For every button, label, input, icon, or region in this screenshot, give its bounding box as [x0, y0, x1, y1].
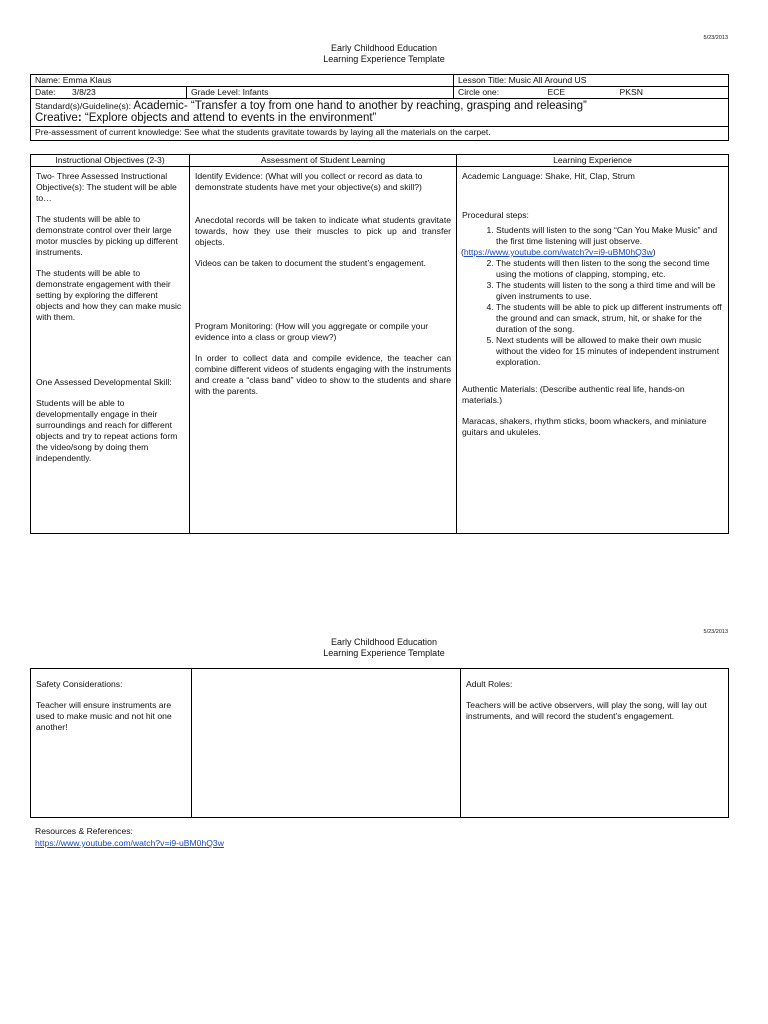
authentic-materials: Maracas, shakers, rhythm sticks, boom whackers, and miniature guitars and ukuleles. — [462, 416, 707, 437]
developmental-skill: Students will be able to developmentally engage in their surroundings and reach for different objects and try to repeat actions form the video/song by doing them independently. — [36, 398, 178, 463]
procedural-step-2: 2. The students will then listen to the song the second time using the motions of clapping, stomping, etc. — [496, 258, 723, 280]
procedural-step-1: 1. Students will listen to the song “Can You Make Music” and the first time listening will just observe. — [496, 225, 723, 247]
resources-label: Resources & References: — [35, 826, 133, 836]
learning-experience-cell — [457, 167, 729, 534]
adult-roles-cell — [461, 669, 729, 818]
header-line-2: Learning Experience Template — [323, 648, 445, 658]
objectives-intro: Two- Three Assessed Instructional Objective(s): The student will be able to… — [36, 171, 177, 203]
date-value: 3/8/23 — [71, 87, 96, 97]
adult-roles-text: Teachers will be active observers, will play the song, will lay out instruments, and will record the student’s engagement. — [466, 700, 707, 721]
procedural-step-4: 4. The students will be able to pick up different instruments off the ground and can smack, strum, hit, or shake for the duration of the song. — [496, 302, 723, 335]
procedural-step-5: 5. Next students will be allowed to make their own music without the video for 15 minutes of independent instrument exploration. — [496, 335, 723, 368]
creative-text-visible: “Explore objects and attend to events in the environment” — [81, 112, 377, 124]
column-header-assessment: Assessment of Student Learning — [190, 155, 457, 167]
anecdotal-records: Anecdotal records will be taken to indicate what students gravitate towards, how they use their muscles to pick up and transfer objects. — [195, 215, 451, 247]
safety-label: Safety Considerations: — [36, 679, 123, 689]
safety-cell — [31, 669, 192, 818]
procedural-step-3: 3. The students will listen to the song a third time and will be given instruments to use. — [496, 280, 723, 302]
header-line-2: Learning Experience Template — [323, 54, 445, 64]
procedural-steps-list — [462, 225, 723, 247]
program-monitoring-text: In order to collect data and compile evidence, the teacher can combine different videos of students engaging with the instruments and create a “class band” video to show to the students and share with the parents. — [195, 353, 451, 396]
date-label: Date: — [35, 87, 56, 97]
academic-language: Academic Language: Shake, Hit, Clap, Strum — [462, 171, 635, 181]
safety-text: Teacher will ensure instruments are used to make music and not hit one another! — [36, 700, 172, 732]
template-header-page-2 — [0, 637, 768, 659]
procedural-steps-list-cont — [462, 258, 723, 368]
authentic-materials-label: Authentic Materials: (Describe authentic real life, hands-on materials.) — [462, 384, 685, 405]
identify-evidence-label: Identify Evidence: (What will you collect or record as data to demonstrate students have met your objective(s) and skill?) — [195, 171, 423, 192]
song-link[interactable]: https://www.youtube.com/watch?v=i9-uBM0hQ3w — [463, 247, 653, 257]
standards-academic: Academic- “Transfer a toy from one hand to another by reaching, grasping and releasing” — [133, 100, 587, 112]
creative-label: Creative — [35, 112, 78, 124]
assessment-cell — [190, 167, 457, 534]
grade-level-field: Grade Level: Infants — [187, 87, 454, 99]
header-line-1: Early Childhood Education — [330, 43, 438, 53]
resources-link[interactable]: https://www.youtube.com/watch?v=i9-uBM0hQ3w — [35, 838, 224, 848]
procedural-steps-label: Procedural steps: — [462, 210, 529, 220]
standards-field — [31, 99, 729, 127]
lesson-info-table — [30, 74, 729, 141]
safety-roles-table — [30, 668, 729, 818]
circle-option-ece[interactable]: ECE — [547, 87, 566, 97]
name-field: Name: Emma Klaus — [31, 75, 454, 87]
circle-one-field — [454, 87, 729, 99]
objective-1: The students will be able to demonstrate control over their large motor muscles by picking up different instruments. — [36, 214, 178, 257]
creative-colon: : — [77, 112, 82, 124]
column-header-learning-experience: Learning Experience — [457, 155, 729, 167]
date-stamp-page-2: 5/23/2013 — [703, 629, 728, 635]
header-line-1: Early Childhood Education — [330, 637, 438, 647]
template-header — [0, 43, 768, 65]
empty-cell — [192, 669, 461, 818]
objectives-cell — [31, 167, 190, 534]
objectives-table — [30, 154, 729, 534]
date-field — [31, 87, 187, 99]
standards-label: Standard(s)/Guideline(s): — [35, 101, 134, 111]
program-monitoring-label: Program Monitoring: (How will you aggregate or compile your evidence into a class or group view?) — [195, 321, 429, 342]
circle-one-label: Circle one: — [458, 87, 500, 97]
videos-documentation: Videos can be taken to document the student’s engagement. — [195, 258, 426, 268]
pre-assessment-field: Pre-assessment of current knowledge: See what the students gravitate towards by laying all the materials on the carpet. — [31, 127, 729, 141]
column-header-objectives: Instructional Objectives (2-3) — [31, 155, 190, 167]
song-link-line: (https://www.youtube.com/watch?v=i9-uBM0hQ3w) — [461, 247, 656, 257]
adult-roles-label: Adult Roles: — [466, 679, 513, 689]
circle-option-pksn[interactable]: PKSN — [619, 87, 643, 97]
lesson-title-field: Lesson Title: Music All Around US — [454, 75, 729, 87]
date-stamp: 5/23/2013 — [703, 35, 728, 41]
objective-2: The students will be able to demonstrate engagement with their setting by exploring the different objects and how they can make music with them. — [36, 268, 182, 322]
developmental-skill-label: One Assessed Developmental Skill: — [36, 377, 172, 387]
